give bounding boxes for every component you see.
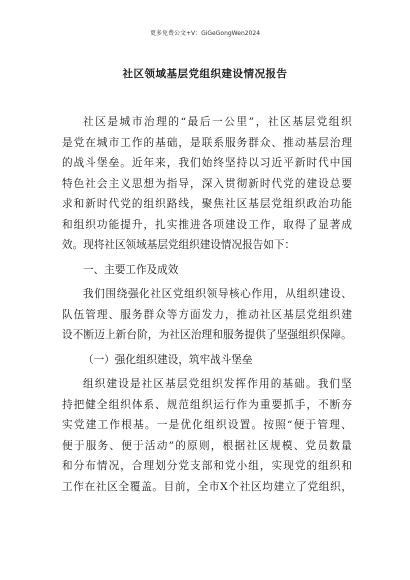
text-line: 便 于 服 务 、 便 于 活 动 ” 的 原 则 ， 根 据 社 区 规 模 、 党 员 数 量	[62, 439, 352, 452]
text-line: 求 和 新 时 代 党 的 组 织 路 线 ， 聚 焦 社 区 基 层 党 组 织 政 治 功 能	[62, 198, 352, 210]
paragraph	[62, 284, 352, 346]
text-line: 队 伍 管 理 、 服 务 群 众 等 方 面 发 力 ， 推 动 社 区 基 层 党 组 织 建	[62, 308, 352, 321]
text-line: 我 们 围 绕 强 化 社 区 党 组 织 领 导 核 心 作 用 ， 从 组 织 建 设 、	[83, 288, 352, 300]
text-line: 和 组 织 功 能 提 升 ， 扎 实 推 进 各 项 建 设 工 作 ， 取 得 了 显 著 成	[62, 218, 352, 231]
text-line: 设 不 断 迈 上 新 台 阶 ， 为 社 区 治 理 和 服 务 提 供 了 坚 强 组 织 保 障 。	[62, 329, 352, 341]
text-line: 工 作 在 社 区 全 覆 盖 。 目 前 ， 全 市 X 个 社 区 均 建 立 了 党 组 织 ，	[62, 480, 352, 493]
text-line: 特 色 社 会 主 义 思 想 为 指 导 ， 深 入 贯 彻 新 时 代 党 的 建 设 总 要	[62, 177, 352, 190]
text-line: 一、主要工作及成效	[83, 263, 179, 276]
text-line: 是 党 在 城 市 工 作 的 基 础 ， 是 联 系 服 务 群 众 、 推 动 基 层 治 理	[62, 136, 352, 149]
header-note: 更多免费公文+V：GiGeGongWen2024	[149, 30, 261, 37]
text-line: 的 战 斗 堡 垒 。 近 年 来 ， 我 们 始 终 坚 持 以 习 近 平 新 时 代 中 国	[62, 157, 352, 169]
subsection-heading	[62, 350, 352, 371]
paragraph	[62, 112, 352, 256]
text-line: 持 把 健 全 组 织 体 系 、 规 范 组 织 运 行 作 为 重 要 抓 手 ， 不 断 夯	[62, 398, 352, 411]
document-title: 社区领域基层党组织建设情况报告	[122, 68, 288, 80]
section-heading	[62, 260, 352, 281]
text-line: 和 分 布 情 况 ， 合 理 划 分 党 支 部 和 党 小 组 ， 实 现 党 的 组 织 和	[62, 460, 352, 472]
text-line: 实 党 建 工 作 根 基 。 一 是 优 化 组 织 设 置 。 按 照 “ 便 于 管 理 、	[62, 419, 352, 431]
text-line: 组 织 建 设 是 社 区 基 层 党 组 织 发 挥 作 用 的 基 础 。 我 们 坚	[83, 378, 352, 390]
paragraph	[62, 374, 352, 497]
text-line: 社 区 是 城 市 治 理 的 “ 最 后 一 公 里 ” ， 社 区 基 层 党 组 织	[83, 116, 352, 128]
document-body	[62, 112, 352, 497]
text-line: 效。现将社区领域基层党组织建设情况报告如下：	[62, 239, 296, 251]
text-line: （一）强化组织建设，筑牢战斗堡垒	[83, 353, 253, 366]
